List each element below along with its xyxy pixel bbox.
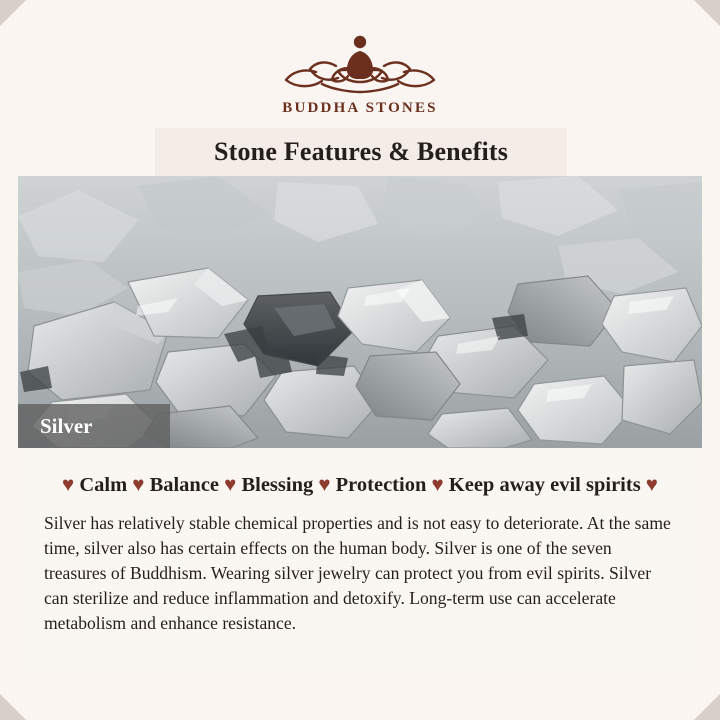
heart-icon-2: ♥ [132, 474, 145, 496]
keyword-protection: Protection [335, 474, 427, 496]
keyword-list [44, 474, 676, 497]
page-title: Stone Features & Benefits [213, 137, 509, 166]
stone-name-text: Silver [40, 413, 93, 438]
corner-accent-bottom-right [694, 694, 720, 720]
description-text: Silver has relatively stable chemical properties and is not easy to deteriorate. At the same time, silver also has certain effects on the human body. Silver is one of the seven treasures of Buddhism. Wearing silver jewelry can protect you from evil spirits. Silver can sterilize and reduce inflammation and detoxify. Long-term use can accelerate metabolism and enhance resistance. [44, 513, 671, 633]
keyword-balance: Balance [149, 474, 220, 496]
benefits-panel [18, 448, 702, 676]
keyword-calm: Calm [79, 474, 128, 496]
heart-icon-6: ♥ [645, 474, 658, 496]
lotus-meditation-icon [276, 22, 444, 96]
brand-name: BUDDHA STONES [282, 100, 438, 116]
heart-icon-4: ♥ [318, 474, 331, 496]
keyword-blessing: Blessing [241, 474, 314, 496]
heart-icon-1: ♥ [62, 474, 75, 496]
stone-name-label [18, 404, 170, 448]
keyword-keep-away-evil-spirits: Keep away evil spirits [448, 474, 641, 496]
heart-icon-3: ♥ [224, 474, 237, 496]
section-title-bar [155, 128, 567, 176]
corner-accent-bottom-left [0, 694, 26, 720]
brand-logo-block [0, 22, 720, 117]
heart-icon-5: ♥ [431, 474, 444, 496]
